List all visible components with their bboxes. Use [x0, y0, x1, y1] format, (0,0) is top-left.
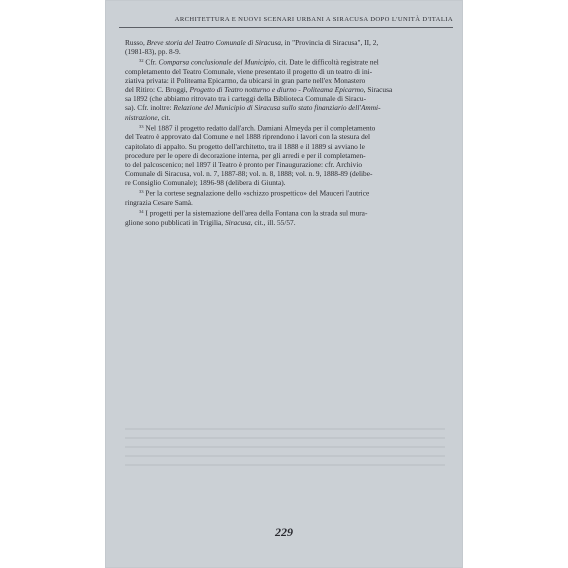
note-31-line-1-run: Breve storia del Teatro Comunale di Siracusa — [146, 38, 281, 47]
note-32-line-4 — [125, 85, 445, 94]
note-32-line-5 — [125, 94, 445, 103]
note-33-line-2-run: del Teatro è approvato dal Comune e nel 1888 riprendono i lavori con la stesura del — [125, 132, 371, 142]
note-32-line-4-run: del Ritiro: C. Broggi, — [125, 85, 190, 95]
note-32-line-1-run: Comparsa conclusionale del Municipio — [158, 57, 275, 67]
note-31-line-2-run: (1981-83), pp. 8-9. — [125, 47, 181, 57]
note-32-line-7-run: , cit. — [157, 112, 171, 122]
note-33-line-6-run: Comunale di Siracusa, vol. n. 7, 1887-88; vol. n. 8, 1888; vol. n. 9, 1888-89 (delibe- — [125, 168, 373, 178]
note-33-line-2 — [125, 132, 445, 141]
note-33-line-1-run: 33 — [139, 123, 144, 129]
show-through-line — [125, 428, 445, 430]
note-32-line-1-run: 32 — [139, 58, 144, 64]
note-31-line-1-run: Russo, — [125, 38, 147, 47]
note-35-line-2-run: glione sono pubblicati in Trigilia, — [125, 217, 225, 227]
page-number: 229 — [275, 525, 293, 539]
show-through-line — [125, 464, 445, 466]
note-33-line-1 — [125, 122, 445, 133]
note-32-line-7-run: nistrazione — [125, 112, 158, 122]
note-32-line-2 — [125, 67, 445, 76]
note-32-line-1-run: , cit. Date le difficoltà registrate nel — [274, 57, 379, 67]
note-32-line-4-run: , Siracusa — [363, 85, 393, 95]
note-32-line-6-run: Relazione del Municipio di Siracusa sullo stato finanziario dell'Ammi- — [173, 103, 381, 113]
note-35-line-2 — [125, 218, 445, 227]
note-32-line-6 — [125, 103, 445, 112]
note-32-line-5-run: sa 1892 (che abbiamo ritrovato tra i carteggi della Biblioteca Comunale di Siracu- — [125, 94, 367, 104]
note-31-line-1 — [125, 38, 445, 47]
note-32-line-4-run: Progetto di Teatro notturno e diurno - Politeama Epicarmo — [189, 85, 364, 95]
running-head: ARCHITETTURA E NUOVI SCENARI URBANI A SIRACUSA DOPO L'UNITÀ D'ITALIA — [174, 16, 453, 23]
note-34-line-1 — [125, 187, 445, 198]
note-32-line-3 — [125, 76, 445, 85]
note-35-line-1 — [125, 207, 445, 218]
note-31-line-1-run: , in "Provincia di Siracusa", II, 2, — [280, 38, 379, 47]
note-33-line-7-run: re Consiglio Comunale); 1896-98 (delibera di Giunta). — [125, 178, 286, 188]
note-35-line-2-run: , cit., ill. 55/57. — [250, 217, 296, 227]
note-33-line-1-run: Nel 1887 il progetto redatto dall'arch. Damiani Almeyda per il completamento — [143, 123, 376, 133]
note-33-line-7 — [125, 178, 445, 187]
show-through-text — [125, 428, 445, 472]
note-31-line-2 — [125, 47, 445, 56]
show-through-line — [125, 446, 445, 448]
note-35-line-2-run: Siracusa — [224, 217, 251, 227]
note-33-line-3 — [125, 142, 445, 151]
note-34-line-1-run: 33 — [139, 189, 144, 195]
note-35-line-1-run: 34 — [139, 208, 144, 214]
book-page — [105, 0, 463, 568]
note-32-line-2-run: completamento del Teatro Comunale, viene presentato il progetto di un teatro di ini- — [125, 66, 373, 76]
note-32-line-1 — [125, 56, 445, 67]
show-through-line — [125, 437, 445, 439]
show-through-line — [125, 455, 445, 457]
note-34-line-2 — [125, 198, 445, 207]
note-34-line-1-run: Per la cortese segnalazione dello «schizzo prospettico» del Mauceri l'autrice — [143, 188, 370, 198]
note-33-line-4-run: procedure per le opere di decorazione interna, per gli arredi e per il completamen- — [125, 150, 366, 160]
note-33-line-3-run: capitolato di appalto. Su progetto dell'architetto, tra il 1888 e il 1889 si avviano le — [125, 141, 365, 151]
note-35-line-1-run: I progetti per la sistemazione dell'area della Fontana con la strada sul mura- — [143, 208, 368, 218]
note-32-line-7 — [125, 113, 445, 122]
footnotes-block — [125, 38, 445, 227]
note-33-line-4 — [125, 151, 445, 160]
note-32-line-6-run: sa). Cfr. inoltre: — [125, 103, 174, 113]
header-rule — [119, 27, 453, 28]
note-33-line-5-run: to del palcoscenico; nel 1897 il Teatro è pronto per l'inaugurazione: cfr. Archivio — [125, 159, 363, 169]
note-33-line-6 — [125, 169, 445, 178]
note-33-line-5 — [125, 160, 445, 169]
note-32-line-3-run: ziativa privata: il Politeama Epicarmo, da ubicarsi in gran parte nell'ex Monastero — [125, 76, 366, 86]
note-32-line-1-run: Cfr. — [143, 57, 159, 67]
note-34-line-2-run: ringrazia Cesare Samà. — [125, 197, 193, 207]
